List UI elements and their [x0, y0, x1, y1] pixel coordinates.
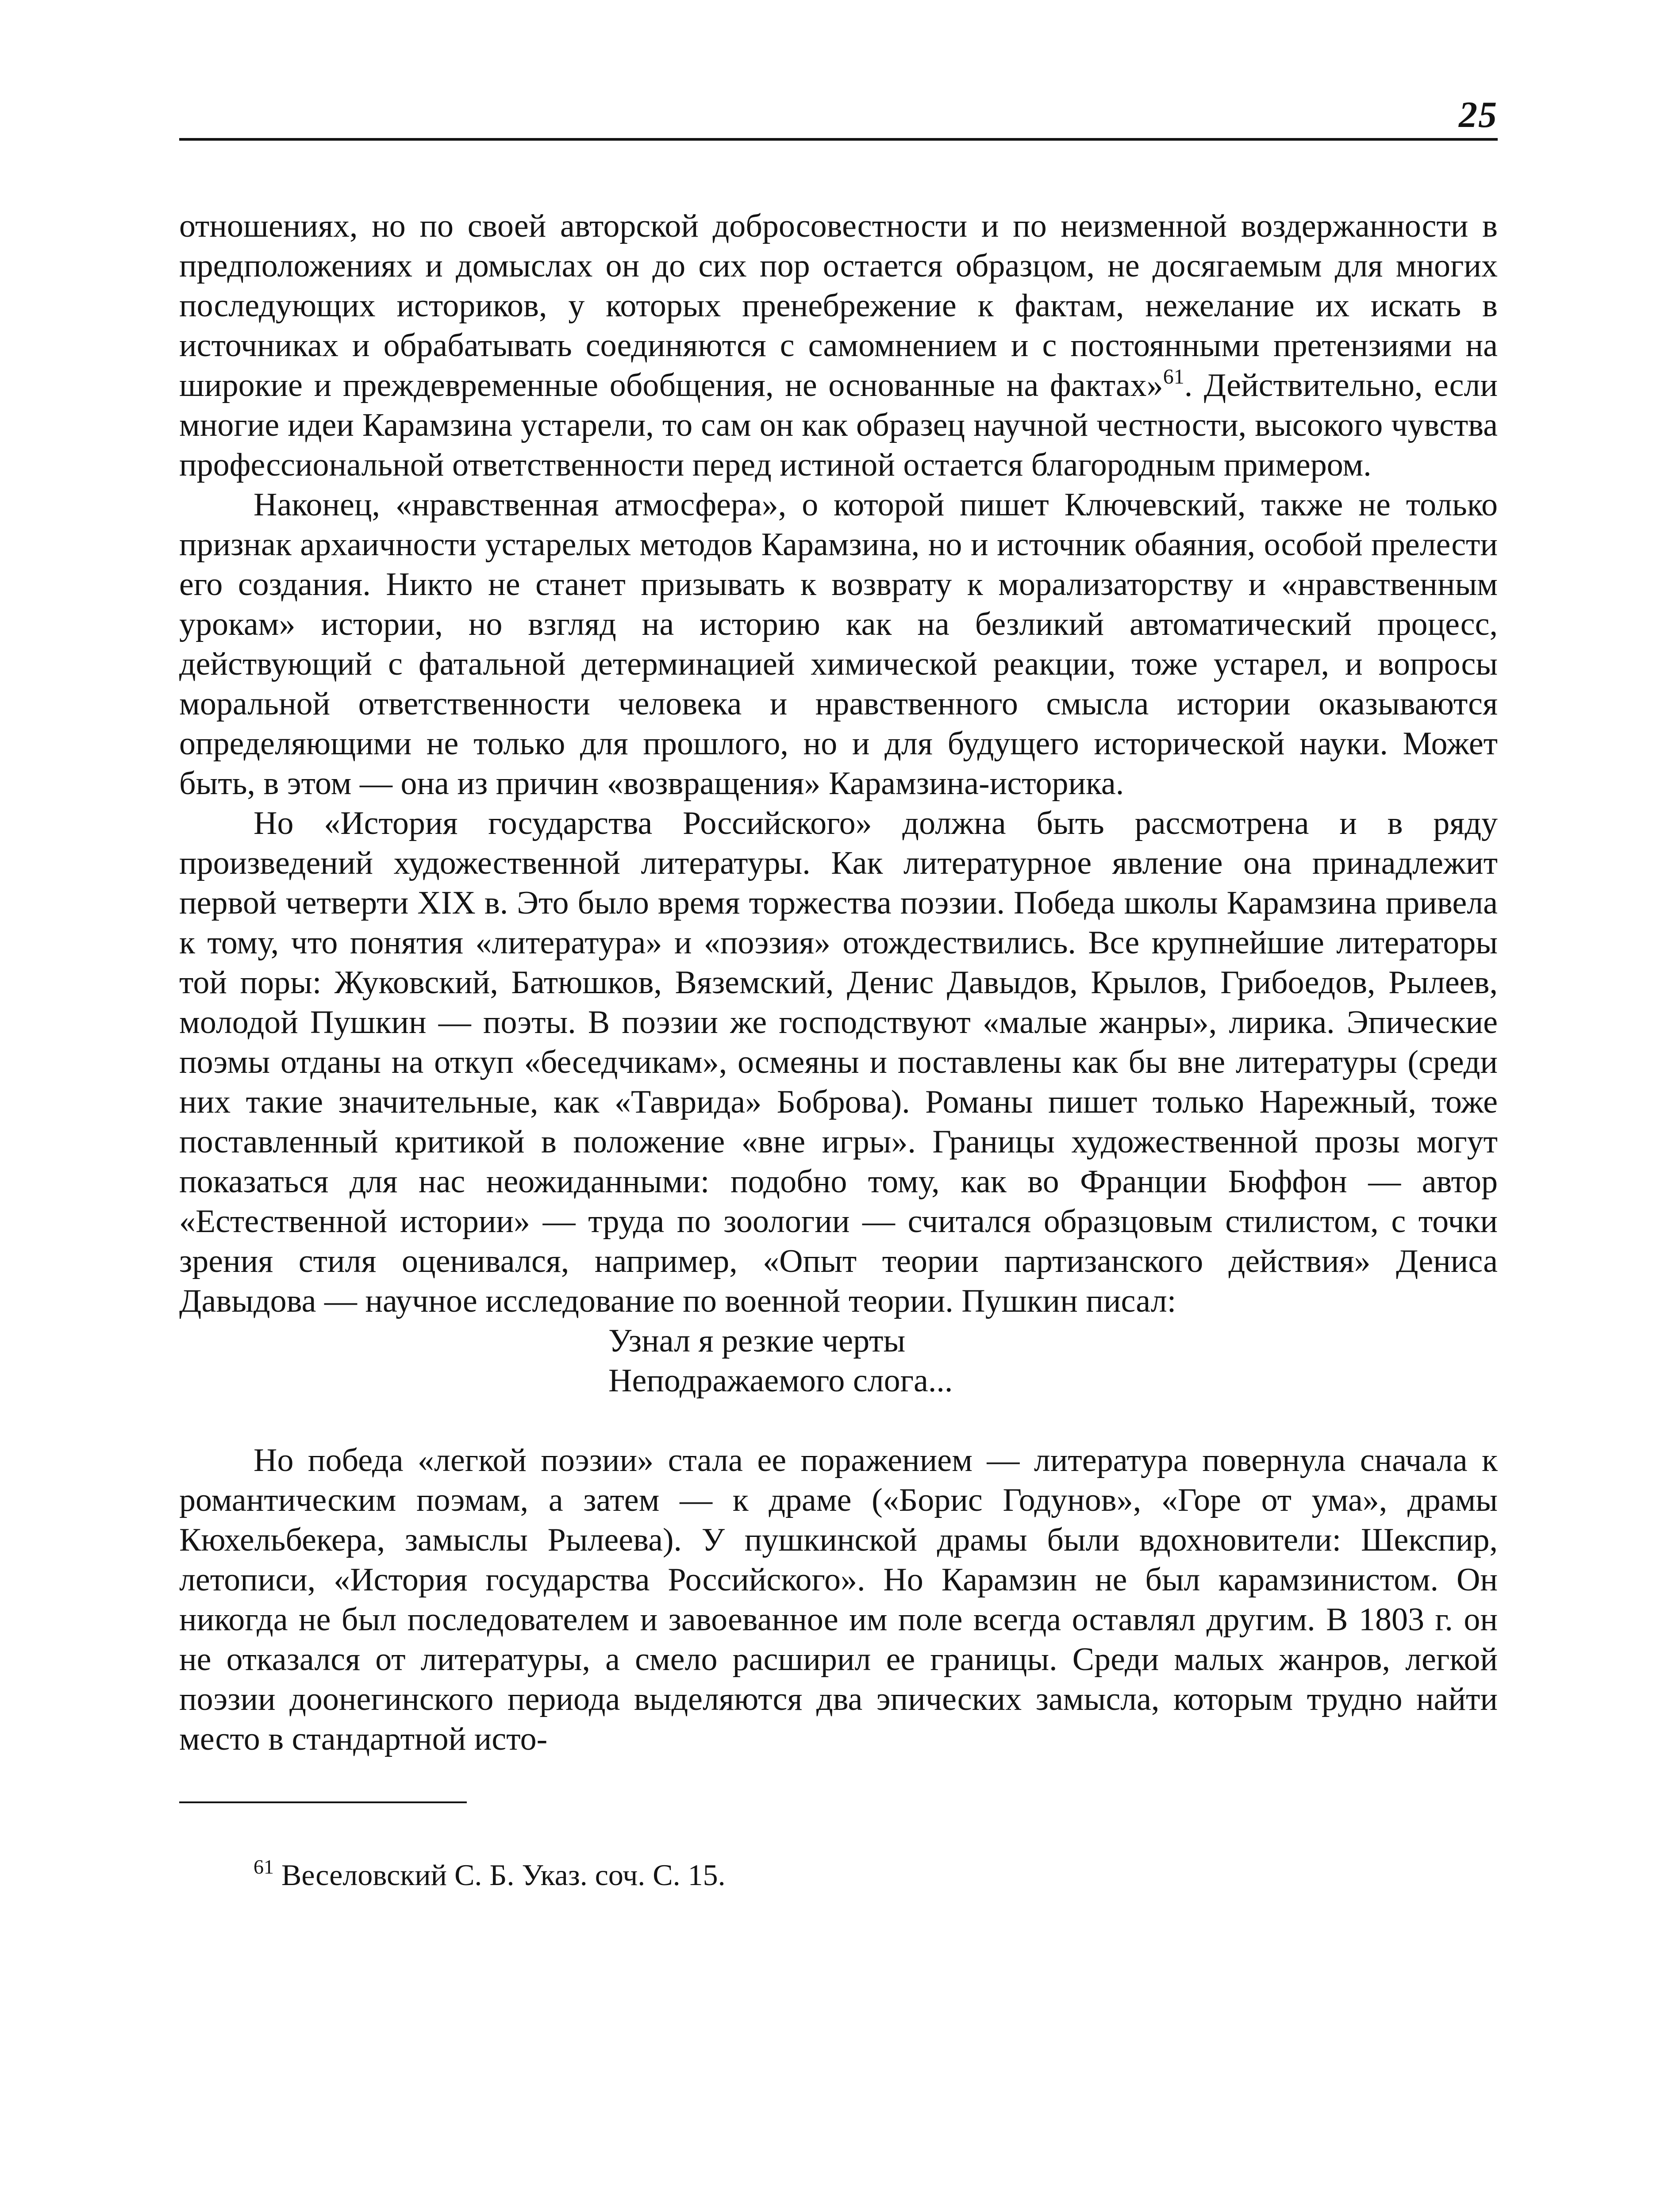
footnote-reference: 61 — [1163, 365, 1184, 388]
verse-line-1: Узнал я резкие черты — [608, 1323, 906, 1359]
paragraph-1 — [179, 206, 1498, 485]
verse-quote — [608, 1321, 1498, 1401]
footnote — [179, 1856, 1498, 1893]
book-page — [179, 88, 1498, 1893]
paragraph-3: Но «История государства Российского» должна быть рассмотрена и в ряду произведений художественной литературы. Как литературное явление она принадлежит первой четверти XIX в. Это было время торжества поэзии. Победа школы Карамзина привела к тому, что понятия «литература» и «поэзия» отождествились. Все крупнейшие литераторы той поры: Жуковский, Батюшков, Вяземский, Денис Давыдов, Крылов, Грибоедов, Рылеев, молодой Пушкин — поэты. В поэзии же господствуют «малые жанры», лирика. Эпические поэмы отданы на откуп «беседчикам», осмеяны и поставлены как бы вне литературы (среди них такие значительные, как «Таврида» Боброва). Романы пишет только Нарежный, тоже поставленный критикой в положение «вне игры». Границы художественной прозы могут показаться для нас неожиданными: подобно тому, как во Франции Бюффон — автор «Естественной истории» — труда по зоологии — считался образцовым стилистом, с точки зрения стиля оценивался, например, «Опыт теории партизанского действия» Дениса Давыдова — научное исследование по военной теории. Пушкин писал: — [179, 805, 1498, 1319]
verse-line-2: Неподражаемого слога... — [608, 1363, 953, 1399]
paragraph-2: Наконец, «нравственная атмосфера», о которой пишет Ключевский, также не только признак архаичности устарелых методов Карамзина, но и источник обаяния, особой прелести его создания. Никто не станет призывать к возврату к морализаторству и «нравственным урокам» истории, но взгляд на историю как на безликий автоматический процесс, действующий с фатальной детерминацией химической реакции, тоже устарел, и вопросы моральной ответственности человека и нравственного смысла истории оказываются определяющими не только для прошлого, но и для будущего исторической науки. Может быть, в этом — она из причин «возвращения» Карамзина-историка. — [179, 487, 1498, 802]
main-text — [179, 206, 1498, 1759]
footnote-text: Веселовский С. Б. Указ. соч. С. 15. — [281, 1858, 726, 1892]
paragraph-1-text-before: отношениях, но по своей авторской добросовестности и по неизменной воздержанности в предположениях и домыслах он до сих пор остается образцом, не досягаемым для многих последующих историков, у которых пренебрежение к фактам, нежелание их искать в источниках и обрабатывать соединяются с самомнением и с постоянными претензиями на широкие и преждевременные обобщения, не основанные на фактах» — [179, 208, 1498, 403]
page-number: 25 — [1459, 94, 1498, 135]
page-header — [179, 88, 1498, 141]
footnote-number: 61 — [254, 1855, 274, 1878]
footnote-divider — [179, 1801, 467, 1803]
paragraph-4: Но победа «легкой поэзии» стала ее поражением — литература повернула сначала к романтическим поэмам, а затем — к драме («Борис Годунов», «Горе от ума», драмы Кюхельбекера, замыслы Рылеева). У пушкинской драмы были вдохновители: Шекспир, летописи, «История государства Российского». Но Карамзин не был карамзинистом. Он никогда не был последователем и завоеванное им поле всегда оставлял другим. В 1803 г. он не отказался от литературы, а смело расширил ее границы. Среди малых жанров, легкой поэзии доонегинского периода выделяются два эпических замысла, которым трудно найти место в стандартной исто- — [179, 1442, 1498, 1757]
paragraph-1-text-after: . Действительно, если многие идеи Карамзина устарели, то сам он как образец научной честности, высокого чувства профессиональной ответственности перед истиной остается благородным примером. — [179, 367, 1498, 483]
